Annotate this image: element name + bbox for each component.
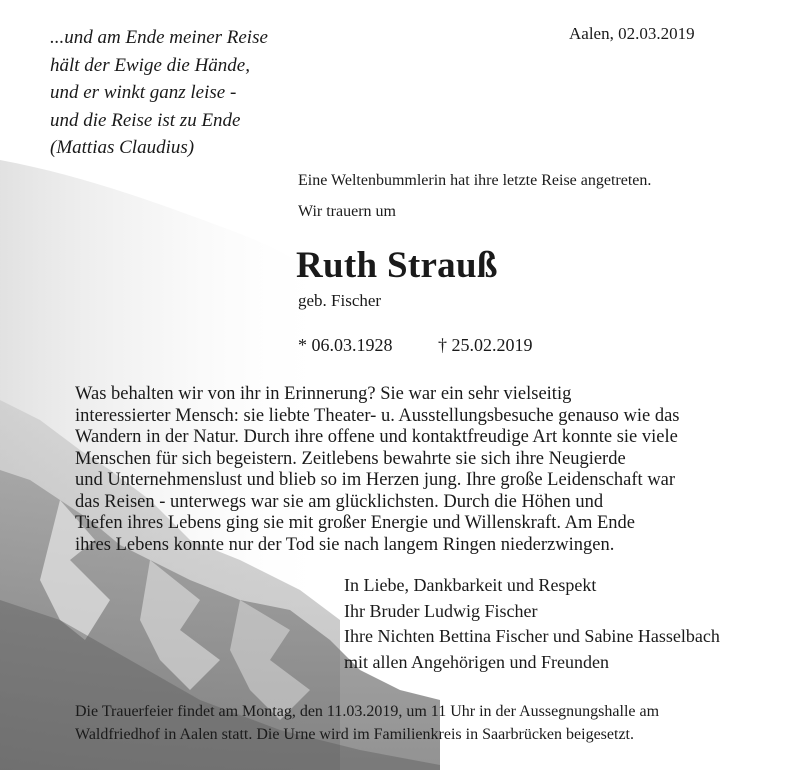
birth-date: * 06.03.1928 (298, 335, 393, 355)
biography-line: interessierter Mensch: sie liebte Theater- u. Ausstellungsbesuche genauso wie das (75, 405, 680, 426)
poem-quote (50, 24, 268, 162)
closing-line: Ihr Bruder Ludwig Fischer (344, 600, 538, 621)
deceased-name: Ruth Strauß (296, 245, 498, 286)
poem-line: und die Reise ist zu Ende (50, 109, 241, 131)
poem-line: hält der Ewige die Hände, (50, 54, 250, 76)
closing-line: In Liebe, Dankbarkeit und Respekt (344, 575, 597, 595)
poem-line: ...und am Ende meiner Reise (50, 27, 268, 48)
maiden-name: geb. Fischer (298, 291, 382, 310)
mourning-text: Wir trauern um (298, 203, 396, 220)
life-dates (298, 335, 533, 356)
poem-line: und er winkt ganz leise - (50, 82, 237, 103)
poem-attribution: (Mattias Claudius) (50, 137, 195, 158)
closing-line: Ihre Nichten Bettina Fischer und Sabine Hasselbach (344, 626, 720, 646)
biography-line: Was behalten wir von ihr in Erinnerung? Sie war ein sehr vielseitig (75, 384, 572, 404)
funeral-line: Die Trauerfeier findet am Montag, den 11.03.2019, um 11 Uhr in der Aussegnungshalle am (75, 703, 660, 720)
biography-line: und Unternehmenslust und blieb so im Herzen jung. Ihre große Leidenschaft war (75, 470, 676, 490)
closing-line: mit allen Angehörigen und Freunden (344, 651, 609, 672)
intro-text: Eine Weltenbummlerin hat ihre letzte Reise angetreten. (298, 172, 652, 189)
biography-line: Tiefen ihres Lebens ging sie mit großer Energie und Willenskraft. Am Ende (75, 513, 635, 533)
place-date: Aalen, 02.03.2019 (569, 24, 695, 43)
biography-line: das Reisen - unterwegs war sie am glücklichsten. Durch die Höhen und (75, 491, 604, 512)
funeral-line: Waldfriedhof in Aalen statt. Die Urne wird im Familienkreis in Saarbrücken beigesetzt. (75, 725, 634, 743)
mourners-signature (344, 573, 720, 675)
biography-line: ihres Lebens konnte nur der Tod sie nach langem Ringen niederzwingen. (75, 534, 615, 555)
death-date: † 25.02.2019 (438, 335, 533, 355)
biography-line: Menschen für sich begeistern. Zeitlebens bewahrte sie sich ihre Neugierde (75, 448, 626, 469)
biography-line: Wandern in der Natur. Durch ihre offene und kontaktfreudige Art konnte sie viele (75, 427, 678, 447)
biography-paragraph (75, 384, 775, 556)
funeral-info (75, 701, 659, 746)
